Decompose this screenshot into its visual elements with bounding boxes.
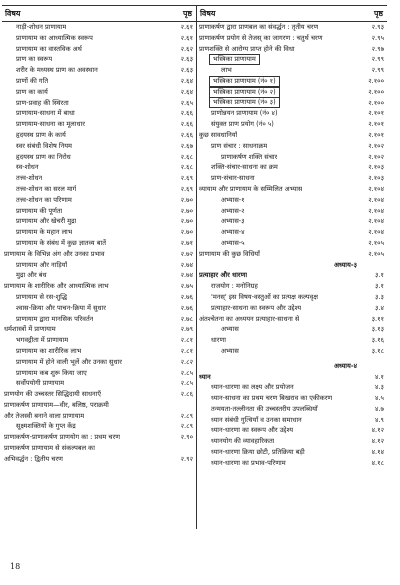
entry-page: ४.१२ [371,437,384,446]
entry-title: व्यायाम और प्राणायाम के सम्मिलित अभ्यास [199,184,303,193]
entry-title: शरीर के मध्यस्थ प्राण का अवस्थान [16,66,98,75]
entry-page: २.६६ [180,109,193,118]
entry-title: तत्त्व-शोधन का सरल मार्ग [16,184,77,193]
entry-title: प्राणायाम की कुछ विधियाँ [199,249,260,258]
entry-page: २.१०१ [368,109,384,118]
entry-title: अभ्यास-४ [221,228,245,237]
toc-entry [2,421,196,432]
toc-entry [197,44,387,55]
entry-page: ३.११ [371,314,384,323]
entry-page: ४.१ [375,372,384,381]
entry-page: २.८१ [180,336,193,345]
entry-title: प्राणायाम के शारीरिक और आध्यात्मिक लाभ [4,282,109,291]
entry-title: प्राणशक्ति से आरोग्य प्राप्त होने की विधा [199,44,295,53]
entry-page: २.१०४ [368,217,384,226]
entry-title: ध्यान-धारणा का लक्ष्य और प्रयोजन [211,383,294,392]
toc-entry [2,270,196,281]
entry-title: प्राण संचार : साधनाक्रम [211,141,268,150]
entry-title: प्राणायाम का आध्यात्मिक स्वरूप [16,33,93,42]
entry-page: २.६६ [180,130,193,139]
entry-title: प्राणाकर्षण प्राणायाम से संकल्पबल का [4,444,95,453]
entry-title: भगवद्गीता में प्राणायाम [16,336,69,345]
entry-page: २.८९ [180,422,193,431]
entry-title: प्राणायाम-साधना का मूलाधार [16,120,85,129]
entry-title: संयुक्त प्राण प्रयोग (नं० ५) [211,120,274,129]
entry-page: २.८९ [180,411,193,420]
toc-entry [2,324,196,335]
entry-page: २.६४ [180,87,193,96]
toc-entry [197,33,387,44]
toc-entry [2,184,196,195]
entry-title: प्राणायाम के महान लाभ [16,228,73,237]
toc-entry [2,314,196,325]
toc-entry [197,22,387,33]
entry-page: २.९० [180,433,193,442]
entry-page: २.९३ [371,23,384,31]
entry-page: २.९७ [371,44,384,53]
entry-page: २.१०० [368,87,384,96]
entry-page: २.७५ [180,282,193,291]
entry-title: प्राणायाम-साधना में बाधा [16,109,75,118]
entry-page: २.७४ [180,271,193,280]
entry-title: सर्वोपयोगी प्राणायाम [16,379,65,388]
entry-title: सूक्ष्मशक्तियों के गुप्त केंद्र [16,422,76,431]
header-page: पृष्ठ [373,8,383,18]
entry-title: प्राण-प्रवाह की स्थिरता [16,98,69,107]
toc-entry [197,87,387,98]
toc-entry [197,314,387,325]
entry-page: २.१०४ [368,184,384,193]
entry-page: ३.१८ [371,346,384,355]
toc-entry [197,425,387,436]
toc-entry [2,130,196,141]
toc-entry [197,227,387,238]
entry-page: २.१०५ [368,238,384,247]
entry-page: २.७२ [180,249,193,258]
entry-title: भस्त्रिका प्राणायाम (नं० ३) [209,98,280,109]
entry-page: २.१०२ [368,152,384,161]
entry-title: हृदयस्थ प्राण के कार्य [16,130,66,139]
entry-title: प्राण का स्वरूप [16,55,53,64]
toc-entry [197,195,387,206]
entry-title: प्राणायाम और खेचरी मुद्रा [16,217,77,226]
toc-entry [2,249,196,260]
chapter-heading [197,361,387,372]
entry-page: २.७६ [180,303,193,312]
entry-page: ३.३ [375,292,384,301]
entry-title: अभ्यास-३ [221,217,245,226]
toc-entry [197,98,387,109]
entry-title: प्राणायाम से रस-शुद्धि [16,292,68,301]
entry-title: प्राणाकर्षण प्राणायाम—वीर, बलिष्ठ, पराक्रमी [4,400,109,409]
entry-page: २.८५ [180,379,193,388]
toc-entry [2,389,196,400]
entry-title: प्राणयोग की उच्चस्तर सिद्धिदायी साधनाएँ [4,390,102,399]
header-subject: विषय [5,8,21,18]
entry-page: २.९५ [371,33,384,42]
entry-page: २.१०१ [368,130,384,139]
entry-title: प्राणाकर्षण प्रयोग से तेजस् का जागरण : चतुर्थ चरण [199,33,323,42]
entry-title: अभ्यास [221,346,239,355]
entry-title: प्रत्याहार-साधना का स्वरूप और उद्देश्य [211,303,302,312]
entry-page: २.७८ [180,314,193,323]
entry-title: प्राणायाम के संबंध में कुछ ज्ञातव्य बातें [16,238,106,247]
toc-entry [197,436,387,447]
entry-page: ४.१२ [371,426,384,435]
entry-title: स्वर संबंधी विशेष नियम [16,141,73,150]
toc-entry [2,378,196,389]
toc-entry [2,357,196,368]
entry-page: २.८१ [180,346,193,355]
toc-entry [197,292,387,303]
entry-page: २.७० [180,206,193,215]
entry-title: प्राणायाम का वास्तविक अर्थ [16,44,82,53]
entry-page: २.९९ [371,55,384,64]
entry-page: ३.१६ [371,336,384,345]
entry-title: भस्त्रिका प्राणायाम (नं० १) [209,76,280,87]
entry-page: २.६८ [180,152,193,161]
toc-entry [2,346,196,357]
entry-title: प्राणों की गति [16,76,49,85]
toc-entry [2,33,196,44]
entry-title: भस्त्रिका प्राणायाम [209,54,260,65]
entry-page: ४.३ [375,383,384,392]
entry-page: २.१०० [368,76,384,85]
toc-entry [197,108,387,119]
entry-title: 'मनस्' इस विषय-वस्तुओं का प्रत्यक्ष कल्पवृक्ष [211,292,318,301]
entry-page: २.१०० [368,98,384,107]
entry-title: अंतश्चेतना का अध्ययन प्रत्याहार-साधना से [199,314,300,323]
toc-entry [2,87,196,98]
entry-title: प्राणोन्नयन प्राणायाम (नं० ४) [211,109,278,118]
toc-entry [197,206,387,217]
toc-entry [197,162,387,173]
entry-title: तत्त्व-शोधन [16,174,43,183]
entry-page: २.६८ [180,163,193,172]
entry-page: २.८६ [180,390,193,399]
entry-title: प्राणायाम में होने वाली भूलें और उनका सुधार [16,357,122,366]
entry-title: अभिवर्द्धन : द्वितीय चरण [4,454,63,463]
toc-header [2,5,196,22]
toc-entry [197,372,387,383]
entry-title: धर्मशास्त्रों में प्राणायाम [4,325,56,334]
entry-page: ३.१ [375,282,384,291]
entry-page: २.७० [180,217,193,226]
entry-page: २.६४ [180,76,193,85]
entry-title: अभ्यास-२ [221,206,245,215]
entry-page: २.९९ [371,66,384,75]
toc-entry [2,173,196,184]
toc-entry [197,173,387,184]
toc-entry [197,447,387,458]
toc-entry [2,216,196,227]
entry-page: २.१०२ [368,141,384,150]
toc-entry [197,393,387,404]
toc-entry [2,281,196,292]
entry-page: २.७४ [180,260,193,269]
toc-entry [197,119,387,130]
toc-entry [2,227,196,238]
entry-page: २.१०१ [368,120,384,129]
toc-entry [197,249,387,260]
toc-entry [197,415,387,426]
entry-page: २.७० [180,228,193,237]
entry-title: श्वास-क्रिया और पाचन-क्रिया में सुधार [16,303,106,312]
toc-entry [2,22,196,33]
entry-title: धारणा [211,336,226,345]
toc-entry [197,404,387,415]
entry-page: २.८२ [180,357,193,366]
toc-entry [2,162,196,173]
entry-title: लाभ [221,66,232,75]
entry-title: प्रत्याहार और धारणा [199,271,248,280]
entry-page: ४.१४ [371,448,384,457]
entry-page: २.९२ [180,454,193,463]
entry-page: २.१०४ [368,228,384,237]
entry-title: प्राणाकर्षण द्वारा प्राणबल का संवर्द्धन : तृतीय चरण [199,23,319,31]
toc-entry [197,141,387,152]
toc-entry [197,382,387,393]
toc-entry [2,65,196,76]
toc-entry [197,303,387,314]
entry-page: २.६२ [180,44,193,53]
toc-entry [197,152,387,163]
entry-title: अभ्यास-५ [221,238,245,247]
entry-title: नाड़ी-शोधन प्राणायाम [16,23,67,31]
toc-entry [2,152,196,163]
toc-entry [2,411,196,422]
toc-entry [197,76,387,87]
entry-title: ध्यान-धारणा का प्रभाव-परिणाम [211,458,286,467]
left-entries [2,22,196,465]
entry-title: अभ्यास [221,325,239,334]
entry-title: प्राणायाम की पूर्णता [16,206,63,215]
chapter-heading [197,260,387,271]
entry-title: और तेजस्वी बनाने वाला प्राणायाम [4,411,85,420]
entry-page: ३.४ [375,303,384,312]
header-subject: विषय [200,8,216,18]
entry-page: २.१०३ [368,174,384,183]
entry-page: ४.७ [375,404,384,413]
entry-page: ४.१८ [371,458,384,467]
entry-title: प्राणायाम के विभिन्न अंग और उनका प्रभाव [4,249,105,258]
entry-page: २.६५ [180,98,193,107]
entry-title: प्राण का कार्य [16,87,48,96]
entry-title: मुद्रा और बंध [16,271,47,280]
toc-entry [197,65,387,76]
toc-entry [2,76,196,87]
toc-entry [197,346,387,357]
toc-entry [197,238,387,249]
toc-entry [2,195,196,206]
toc-entry [197,54,387,65]
entry-title: प्राणायाम कब शुरू किया जाए [16,368,87,377]
entry-page: २.६३ [180,55,193,64]
entry-page: २.६९ [180,174,193,183]
entry-title: ध्यान [199,372,211,381]
toc-entry [2,454,196,465]
entry-title: हृदयस्थ प्राण का निरोध [16,152,71,161]
toc-entry [2,98,196,109]
entry-page: २.७९ [180,325,193,334]
entry-page: ४.९ [375,415,384,424]
entry-title: प्राणाकर्षण शक्ति संचार [221,152,278,161]
toc-entry [197,335,387,346]
toc-entry [2,119,196,130]
entry-page: २.७१ [180,238,193,247]
entry-title: ध्यान-धारणा क्रिया छोटी, प्रतिक्रिया बड़ी [211,448,305,457]
entry-page: २.६९ [180,184,193,193]
right-entries [197,22,387,469]
toc-entry [2,443,196,454]
header-page: पृष्ठ [182,8,192,18]
toc-entry [2,44,196,55]
toc-entry [2,303,196,314]
entry-title: प्राणाकर्षण-प्राणाकर्षण प्राणयोग का : प्रथम चरण [4,433,121,442]
toc-entry [2,54,196,65]
entry-title: प्राण-संचार-साधना [211,174,255,183]
entry-title: प्राणायाम और नाड़ियाँ [16,260,68,269]
entry-title: तत्त्व-शोधन का परिणाम [16,195,72,204]
toc-entry [2,368,196,379]
entry-page: ३.१३ [371,325,384,334]
entry-page: २.६७ [180,141,193,150]
entry-page: २.१०४ [368,195,384,204]
entry-title: अभ्यास-१ [221,195,245,204]
toc-entry [197,130,387,141]
entry-page: २.६३ [180,66,193,75]
entry-title: ध्यान-धारणा का स्वरूप और उद्देश्य [211,426,294,435]
toc-entry [2,432,196,443]
entry-title: प्राणायाम द्वारा मानसिक परिवर्तन [16,314,94,323]
entry-page: २.१०४ [368,206,384,215]
entry-title: स्व-शोधन [16,163,39,172]
entry-page: २.७६ [180,292,193,301]
toc-right-column [197,5,387,529]
toc-entry [197,216,387,227]
entry-title: अध्याय-४ [333,361,357,370]
entry-title: ध्यानयोग की व्यावहारिकता [211,437,275,446]
toc-left-column [2,5,197,529]
toc-entry [2,292,196,303]
entry-page: ३.१ [375,271,384,280]
entry-title: प्राणायाम का शारीरिक लाभ [16,346,82,355]
entry-title: ध्यान संबंधी गुत्थियाँ व उनका समाधान [211,415,302,424]
toc-entry [197,281,387,292]
entry-title: भस्त्रिका प्राणायाम (नं० २) [209,87,280,98]
toc-entry [2,335,196,346]
toc-entry [197,458,387,469]
toc-entry [197,270,387,281]
entry-title: कुछ सावधानियाँ [199,130,238,139]
toc-entry [2,260,196,271]
entry-page: २.६६ [180,120,193,129]
entry-page: २.८५ [180,368,193,377]
page-number: 18 [10,562,21,571]
entry-page: २.७० [180,195,193,204]
entry-page: ४.५ [375,394,384,403]
entry-title: ध्यान-साधना का प्रथम चरण बिखराव का एकीकरण [211,394,333,403]
toc-entry [2,400,196,411]
toc-entry [2,206,196,217]
toc-entry [197,184,387,195]
toc-entry [197,324,387,335]
toc-header [197,5,387,22]
entry-page: २.६१ [180,23,193,31]
toc-entry [2,108,196,119]
entry-title: राजयोग : मनोनिग्रह [211,282,258,291]
entry-title: तन्मयता-तल्लीनता की उच्चस्तरीय उपलब्धियाँ [211,404,318,413]
entry-title: शक्ति-संचार-साधना का क्रम [211,163,278,172]
entry-page: २.६१ [180,33,193,42]
toc-entry [2,141,196,152]
entry-title: अध्याय-३ [333,260,357,269]
entry-page: २.१०५ [368,249,384,258]
entry-page: २.१०३ [368,163,384,172]
toc-entry [2,238,196,249]
